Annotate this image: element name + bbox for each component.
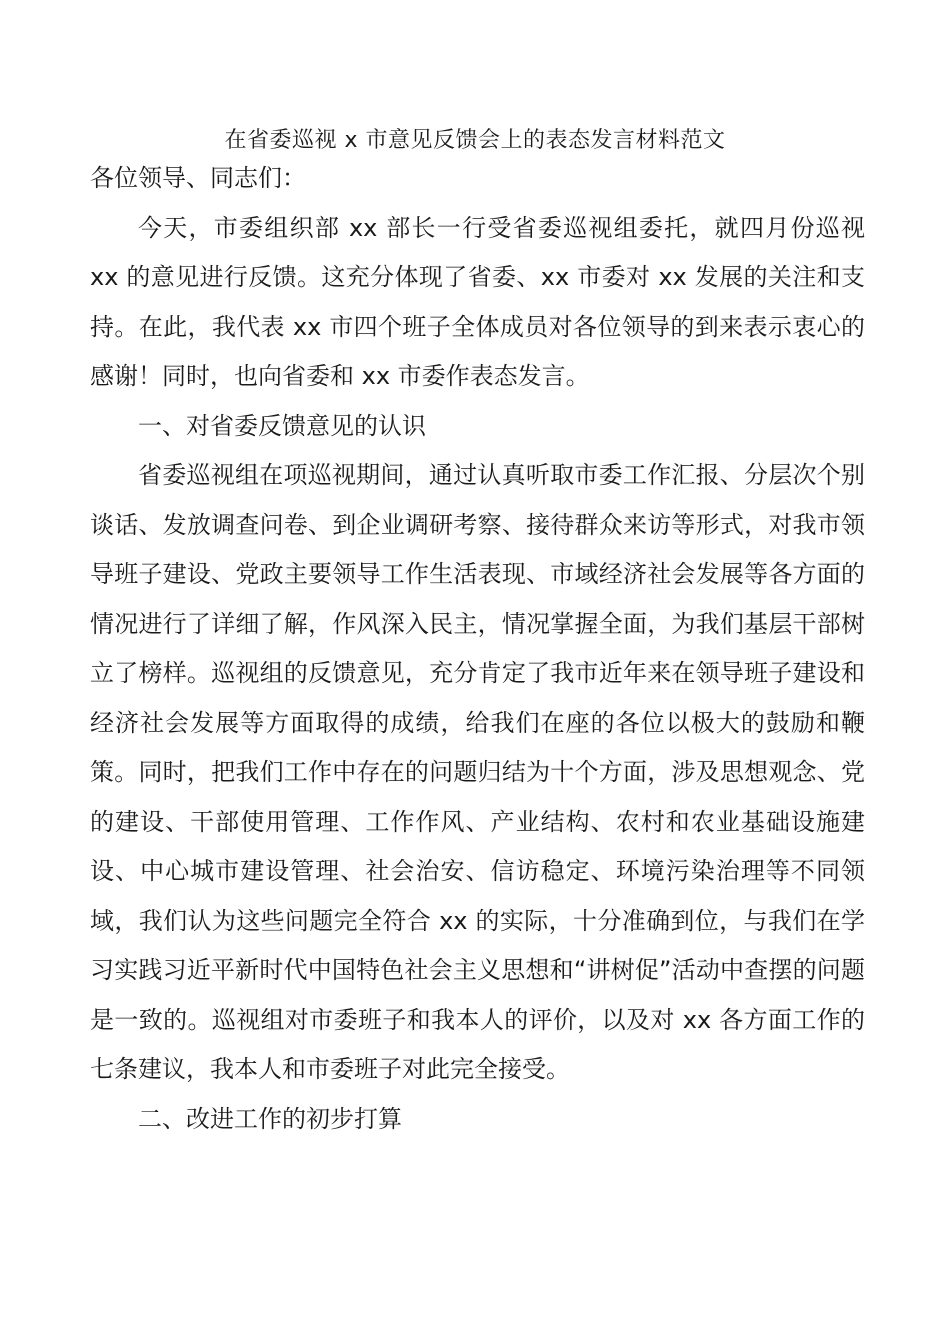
document-title: 在省委巡视 x 市意见反馈会上的表态发言材料范文 [224, 128, 726, 153]
paragraph-intro: 今天，市委组织部 xx 部长一行受省委巡视组委托，就四月份巡视 xx 的意见进行反馈。这充分体现了省委、xx 市委对 xx 发展的关注和支持。在此，我代表 xx 市四个班子全体成员对各位领导的到来表示衷心的感谢！同时，也向省委和 xx 市委作表态发言。 [90, 213, 865, 390]
section-heading-2: 二、改进工作的初步打算 [138, 1104, 402, 1133]
paragraph-section-1: 省委巡视组在项巡视期间，通过认真听取市委工作汇报、分层次个别谈话、发放调查问卷、到企业调研考察、接待群众来访等形式，对我市领导班子建设、党政主要领导工作生活表现、市域经济社会发展等各方面的情况进行了详细了解，作风深入民主，情况掌握全面，为我们基层干部树立了榜样。巡视组的反馈意见，充分肯定了我市近年来在领导班子建设和经济社会发展等方面取得的成绩，给我们在座的各位以极大的鼓励和鞭策。同时，把我们工作中存在的问题归结为十个方面，涉及思想观念、党的建设、干部使用管理、工作作风、产业结构、农村和农业基础设施建设、中心城市建设管理、社会治安、信访稳定、环境污染治理等不同领域，我们认为这些问题完全符合 xx 的实际，十分准确到位，与我们在学习实践习近平新时代中国特色社会主义思想和“讲树促”活动中查摆的问题是一致的。巡视组对市委班子和我本人的评价，以及对 xx 各方面工作的七条建议，我本人和市委班子对此完全接受。 [90, 461, 865, 1083]
section-heading-1: 一、对省委反馈意见的认识 [138, 411, 426, 440]
salutation: 各位领导、同志们： [90, 164, 306, 192]
document-body [90, 154, 865, 1144]
